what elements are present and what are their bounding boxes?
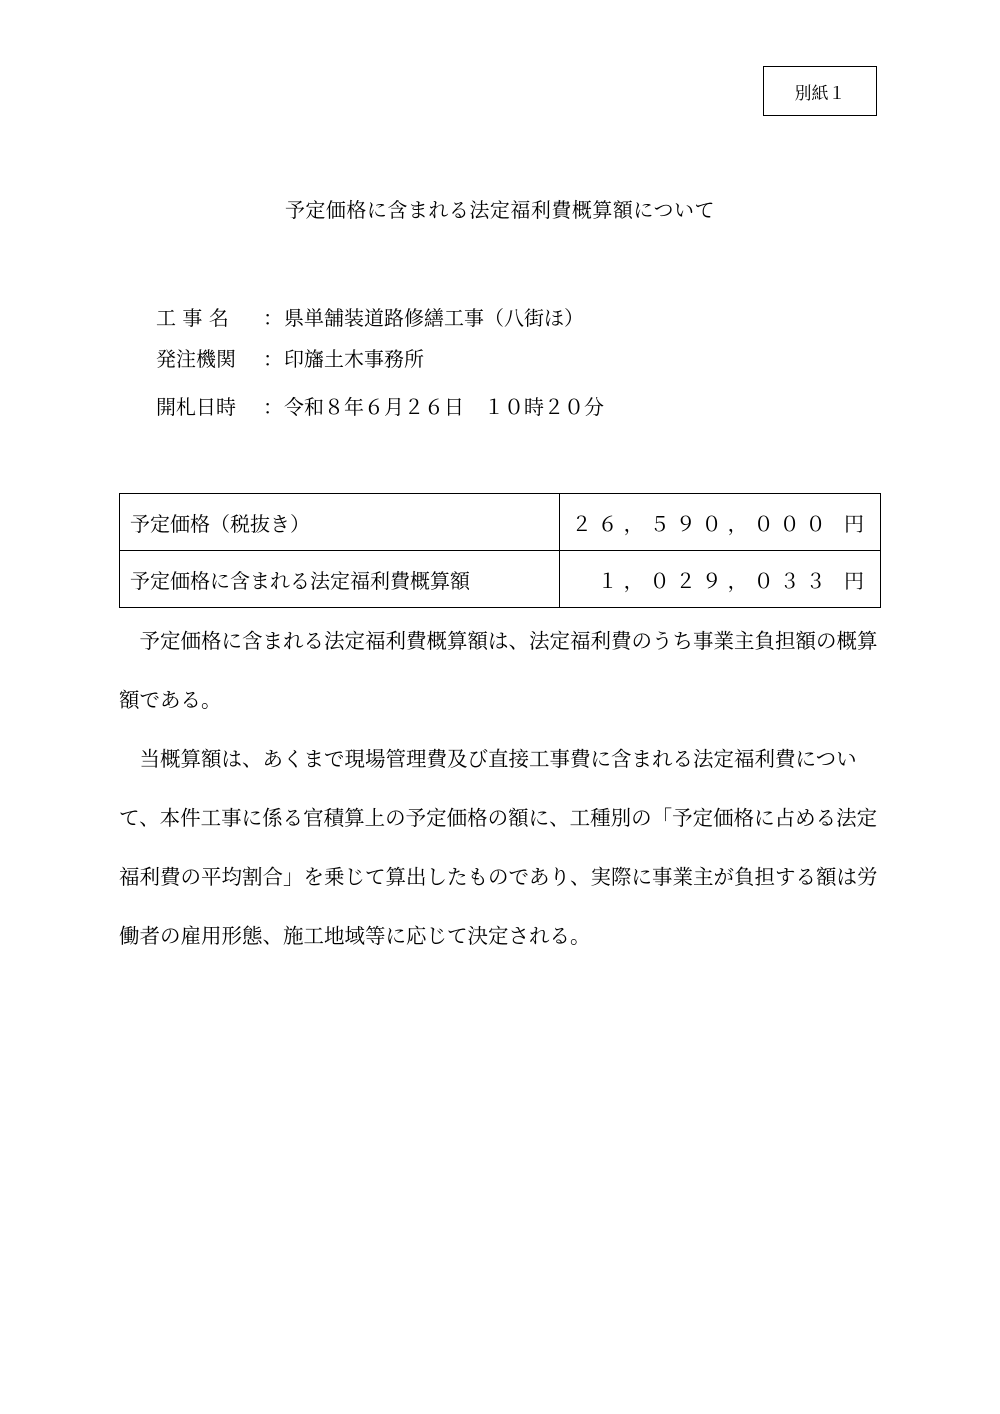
info-row-office — [156, 343, 424, 372]
separator: ： — [263, 347, 283, 371]
office-value: 印旛土木事務所 — [284, 347, 424, 371]
work-name-value: 県単舗装道路修繕工事（八街ほ） — [284, 306, 584, 330]
office-label: 発注機関 — [156, 347, 236, 371]
paragraph-1: 予定価格に含まれる法定福利費概算額は、法定福利費のうち事業主負担額の概算額である。 — [119, 629, 878, 712]
price-value: ２６，５９０，０００ 円 — [560, 494, 881, 551]
table-row — [120, 494, 881, 551]
welfare-cost-value: １，０２９，０３３ 円 — [560, 551, 881, 608]
price-label: 予定価格（税抜き） — [120, 494, 560, 551]
separator: ： — [263, 306, 283, 330]
info-row-work-name — [156, 302, 584, 331]
separator: ： — [263, 395, 283, 419]
price-table — [119, 493, 881, 608]
annex-label: 別紙１ — [794, 83, 846, 104]
table-row — [120, 551, 881, 608]
datetime-label: 開札日時 — [156, 395, 236, 419]
datetime-value: 令和８年６月２６日 １０時２０分 — [284, 395, 604, 419]
info-row-datetime — [156, 391, 604, 420]
body-text — [119, 612, 883, 966]
welfare-cost-label: 予定価格に含まれる法定福利費概算額 — [120, 551, 560, 608]
annex-label-box — [763, 66, 877, 116]
document-title: 予定価格に含まれる法定福利費概算額について — [284, 198, 716, 222]
paragraph-2: 当概算額は、あくまで現場管理費及び直接工事費に含まれる法定福利費について、本件工事に係る官積算上の予定価格の額に、工種別の「予定価格に占める法定福利費の平均割合」を乗じて算出したものであり、実際に事業主が負担する額は労働者の雇用形態、施工地域等に応じて決定される。 — [119, 747, 878, 948]
work-name-label: 工 事 名 — [156, 306, 229, 330]
